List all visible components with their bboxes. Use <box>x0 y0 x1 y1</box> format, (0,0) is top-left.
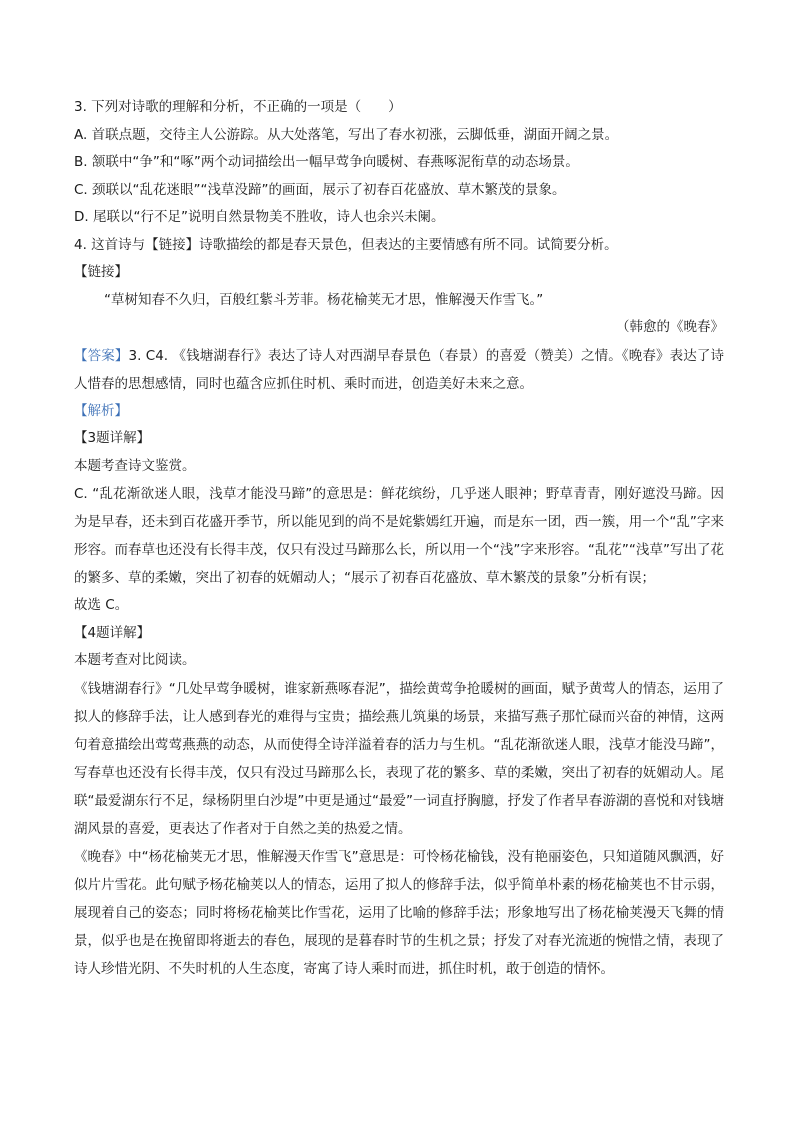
link-source: （韩愈的《晚春》 <box>616 319 724 335</box>
question-4-stem: 4. 这首诗与【链接】诗歌描绘的都是春天景色，但表达的主要情感有所不同。试简要分析。 <box>74 236 618 253</box>
q4-body-paragraph-2: 《晚春》中“杨花榆荚无才思，惟解漫天作雪飞”意思是：可怜杨花榆钱，没有艳丽姿色，只知道随风飘洒，好似片片雪花。此句赋予杨花榆荚以人的情态，运用了拟人的修辞手法，似乎简单朴素的杨花榆荚也不甘示弱，展现着自己的姿态；同时将杨花榆荚比作雪花，运用了比喻的修辞手法；形象地写出了杨花榆荚漫天飞舞的情景，似乎也是在挽留即将逝去的春色，展现的是暮春时节的生机之景；抒发了对春光流逝的惋惜之情，表现了诗人珍惜光阴、不失时机的人生态度，寄寓了诗人乘时而进，抓住时机，敢于创造的情怀。 <box>74 848 724 977</box>
question-3-option-c: C. 颈联以“乱花迷眼”“浅草没蹄”的画面，展示了初春百花盛放、草木繁茂的景象。 <box>74 181 566 198</box>
answer-block <box>74 342 724 398</box>
q3-detail-heading: 【3题详解】 <box>74 430 151 446</box>
link-heading: 【链接】 <box>74 264 128 280</box>
document-page <box>74 94 724 983</box>
q3-conclusion: 故选 C。 <box>74 597 129 613</box>
q4-body-paragraph-1: 《钱塘湖春行》“几处早莺争暖树，谁家新燕啄春泥”，描绘黄莺争抢暖树的画面，赋予黄莺人的情态，运用了拟人的修辞手法，让人感到春光的难得与宝贵；描绘燕儿筑巢的场景，来描写燕子那忙碌而兴奋的神情，这两句着意描绘出莺莺燕燕的动态，从而使得全诗洋溢着春的活力与生机。“乱花渐欲迷人眼，浅草才能没马蹄”，写春草也还没有长得丰茂，仅只有没过马蹄那么长，表现了花的繁多、草的柔嫩，突出了初春的妩媚动人。尾联“最爱湖东行不足，绿杨阴里白沙堤”中更是通过“最爱”一词直抒胸臆，抒发了作者早春游湖的喜悦和对钱塘湖风景的喜爱，更表达了作者对于自然之美的热爱之情。 <box>74 680 724 837</box>
analysis-tag: 【解析】 <box>74 402 128 419</box>
answer-tag: 【答案】 <box>74 347 129 364</box>
question-3-option-b: B. 颔联中“争”和“啄”两个动词描绘出一幅早莺争向暖树、春燕啄泥衔草的动态场景。 <box>74 154 579 170</box>
question-3-stem: 3. 下列对诗歌的理解和分析，不正确的一项是（ ） <box>74 99 402 115</box>
answer-text: 3. C4. 《钱塘湖春行》表达了诗人对西湖早春景色（春景）的喜爱（赞美）之情。《晚春》表达了诗人惜春的思想感情，同时也蕴含应抓住时机、乘时而进，创造美好未来之意。 <box>74 347 724 392</box>
q4-detail-heading: 【4题详解】 <box>74 624 151 641</box>
link-poem: “草树知春不久归，百般红紫斗芳菲。杨花榆荚无才思，惟解漫天作雪飞。” <box>104 291 544 308</box>
question-3-option-a: A. 首联点题，交待主人公游踪。从大处落笔，写出了春水初涨，云脚低垂，湖面开阔之景。 <box>74 126 619 143</box>
q4-intro: 本题考查对比阅读。 <box>74 652 196 668</box>
question-3-option-d: D. 尾联以“行不足”说明自然景物美不胜收，诗人也余兴未阑。 <box>74 209 445 225</box>
q3-body: C. “乱花渐欲迷人眼，浅草才能没马蹄”的意思是：鲜花缤纷，几乎迷人眼神；野草青青，刚好遮没马蹄。因为是早春，还未到百花盛开季节，所以能见到的尚不是姹紫嫣红开遍，而是东一团，西一簇，用一个“乱”字来形容。而春草也还没有长得丰茂，仅只有没过马蹄那么长，所以用一个“浅”字来形容。“乱花”“浅草”写出了花的繁多、草的柔嫩，突出了初春的妩媚动人；“展示了初春百花盛放、草木繁茂的景象”分析有误； <box>74 486 724 586</box>
q3-intro: 本题考查诗文鉴赏。 <box>74 457 196 474</box>
